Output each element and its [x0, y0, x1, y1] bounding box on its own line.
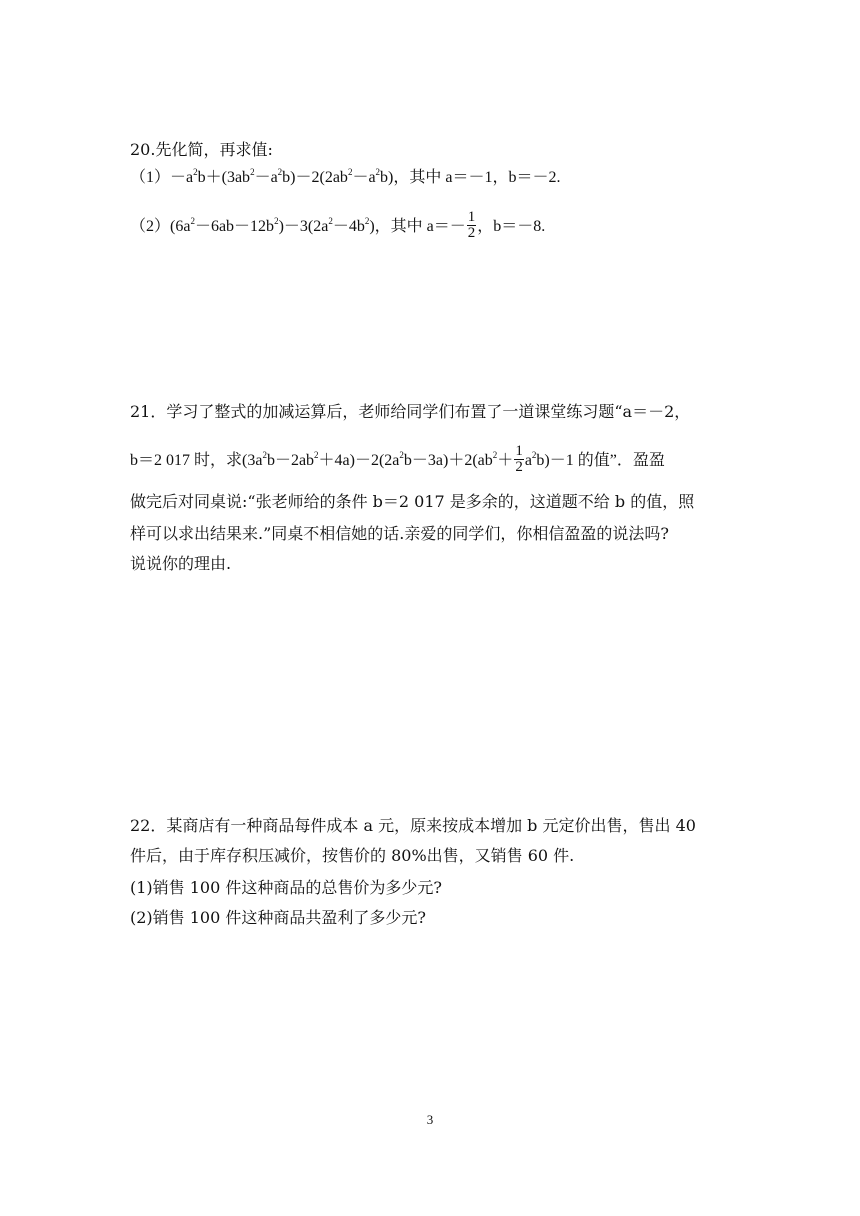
exponent: 2	[314, 450, 319, 461]
q20-part1-text: b＋(3ab	[197, 169, 251, 186]
fraction-numerator: 1	[515, 443, 523, 459]
exponent: 2	[262, 450, 267, 461]
q20-part2-text: ，b＝－8.	[477, 218, 546, 236]
q21-line2-text: ＋4a)－2(2a	[318, 452, 400, 470]
exponent: 2	[531, 450, 537, 461]
q20-part2-label: （2）	[130, 218, 171, 236]
q20-part1-text: b)－2(2ab	[282, 169, 348, 186]
q21-line2-text: a	[524, 452, 532, 470]
exponent: 2	[250, 167, 255, 177]
q20-part1-text: －a	[170, 169, 194, 186]
q20-part2-text: )－3(2a	[278, 218, 329, 236]
q21-line2-text: b＝2 017 时，求(3a	[130, 452, 263, 470]
q21-line2-text: b－3a)＋2(ab	[403, 452, 493, 470]
q20-part2	[130, 209, 546, 243]
q21-line1: 21．学习了整式的加减运算后，老师给同学们布置了一道课堂练习题“a＝－2，	[130, 402, 691, 421]
q20-part1-label: （1）	[130, 169, 171, 186]
q20-part2-text: －6ab－12b	[194, 218, 275, 236]
q20-part1-text: －a	[352, 169, 376, 186]
exponent: 2	[277, 167, 283, 177]
exponent: 2	[347, 167, 353, 177]
exponent: 2	[399, 450, 404, 461]
fraction-denominator: 2	[515, 459, 523, 475]
q21-line2-text: b－2ab	[266, 452, 315, 470]
q20-part1-text: －a	[254, 169, 278, 186]
q21-line2-text: b)－1 的值”．盈盈	[536, 452, 665, 470]
fraction-one-half	[514, 444, 524, 475]
fraction-one-half	[467, 210, 477, 241]
fraction-denominator: 2	[467, 225, 476, 241]
q20-part1-text: b)，其中 a＝－1，b＝－2.	[380, 169, 561, 186]
q21-line5: 说说你的理由.	[130, 554, 232, 573]
q21-line3: 做完后对同桌说:“张老师给的条件 b＝2 017 是多余的，这道题不给 b 的值，照	[130, 492, 695, 511]
q20-title: 20.先化简，再求值:	[130, 140, 273, 159]
q20-part2-text: (6a	[170, 218, 191, 236]
q21-line2-text: ＋	[497, 452, 514, 470]
exponent: 2	[190, 216, 195, 227]
q20-part2-text: )，其中 a＝－	[369, 218, 466, 236]
page-number: 3	[426, 1112, 434, 1127]
q20-part2-text: －4b	[332, 218, 365, 236]
exponent: 2	[492, 450, 498, 461]
q21-line2	[130, 443, 665, 477]
q22-part1: (1)销售 100 件这种商品的总售价为多少元?	[130, 878, 442, 897]
exponent: 2	[274, 216, 279, 227]
fraction-numerator: 1	[467, 209, 476, 225]
exponent: 2	[328, 216, 333, 227]
q22-part2: (2)销售 100 件这种商品共盈利了多少元?	[130, 908, 426, 927]
q21-line4: 样可以求出结果来.”同桌不相信她的话.亲爱的同学们，你相信盈盈的说法吗?	[130, 524, 669, 543]
exponent: 2	[375, 167, 381, 177]
q20-part1	[130, 168, 560, 188]
q22-line2: 件后，由于库存积压减价，按售价的 80%出售，又销售 60 件.	[130, 846, 575, 865]
q22-line1: 22．某商店有一种商品每件成本 a 元，原来按成本增加 b 元定价出售，售出 40	[130, 816, 696, 835]
exponent: 2	[193, 167, 198, 177]
exponent: 2	[364, 216, 370, 227]
